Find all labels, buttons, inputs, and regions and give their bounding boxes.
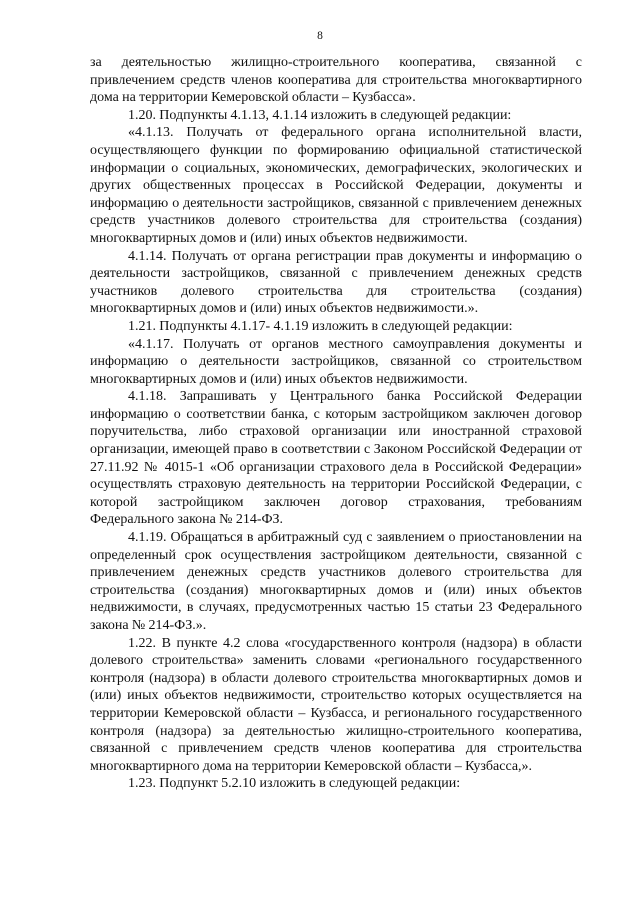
paragraph: 4.1.14. Получать от органа регистрации прав документы и информацию о деятельности застройщиков, связанной с привлечением денежных средств участников долевого строительства для строительства (создания) многоквартирных домов и (или) иных объектов недвижимости.». (90, 248, 582, 317)
paragraph: 1.21. Подпункты 4.1.17- 4.1.19 изложить в следующей редакции: (128, 318, 513, 334)
paragraph: 1.20. Подпункты 4.1.13, 4.1.14 изложить в следующей редакции: (128, 107, 512, 123)
paragraph: 4.1.18. Запрашивать у Центрального банка Российской Федерации информацию о соответствии банка, с которым застройщиком заключен договор поручительства, либо страховой организации или иностранной страховой организации, имеющей право в соответствии с Законом Российской Федерации от 27.11.92 № 4015-1 «Об организации страхового дела в Российской Федерации» осуществлять страховую деятельность на территории Российской Федерации, с которой застройщиком заключен договор страхования, требованиям Федерального закона № 214-ФЗ. (90, 389, 582, 528)
paragraph: 4.1.19. Обращаться в арбитражный суд с заявлением о приостановлении на определенный срок осуществления застройщиком деятельности, связанной с привлечением денежных средств участников долевого строительства для строительства (создания) многоквартирных домов и (или) иных объектов недвижимости, в случаях, предусмотренных частью 15 статьи 23 Федерального закона № 214-ФЗ.». (90, 530, 582, 633)
paragraph: 1.23. Подпункт 5.2.10 изложить в следующей редакции: (128, 776, 461, 792)
page-number: 8 (317, 30, 323, 42)
paragraph: «4.1.13. Получать от федерального органа исполнительной власти, осуществляющего функции по формированию официальной статистической информации о социальных, экономических, демографических, экологических и других общественных процессах в Российской Федерации, документы и информацию о деятельности застройщиков, связанной с привлечением денежных средств участников долевого строительства для строительства (создания) многоквартирных домов и (или) иных объектов недвижимости. (90, 125, 582, 246)
paragraph: 1.22. В пункте 4.2 слова «государственного контроля (надзора) в области долевого строительства» заменить словами «регионального государственного контроля (надзора) в области долевого строительства многоквартирных домов и (или) иных объектов недвижимости, строительство которых осуществляется на территории Кемеровской области – Кузбасса, и регионального государственного контроля (надзора) за деятельностью жилищно-строительного кооператива, связанной с привлечением средств членов кооператива для строительства многоквартирного дома на территории Кемеровской области – Кузбасса,». (90, 635, 582, 774)
paragraph: «4.1.17. Получать от органов местного самоуправления документы и информацию о деятельности застройщиков, связанной со строительством многоквартирных домов и (или) иных объектов недвижимости. (90, 336, 582, 387)
document-body (90, 54, 582, 793)
paragraph: за деятельностью жилищно-строительного кооператива, связанной с привлечением средств членов кооператива для строительства многоквартирного дома на территории Кемеровской области – Кузбасса». (90, 55, 582, 106)
